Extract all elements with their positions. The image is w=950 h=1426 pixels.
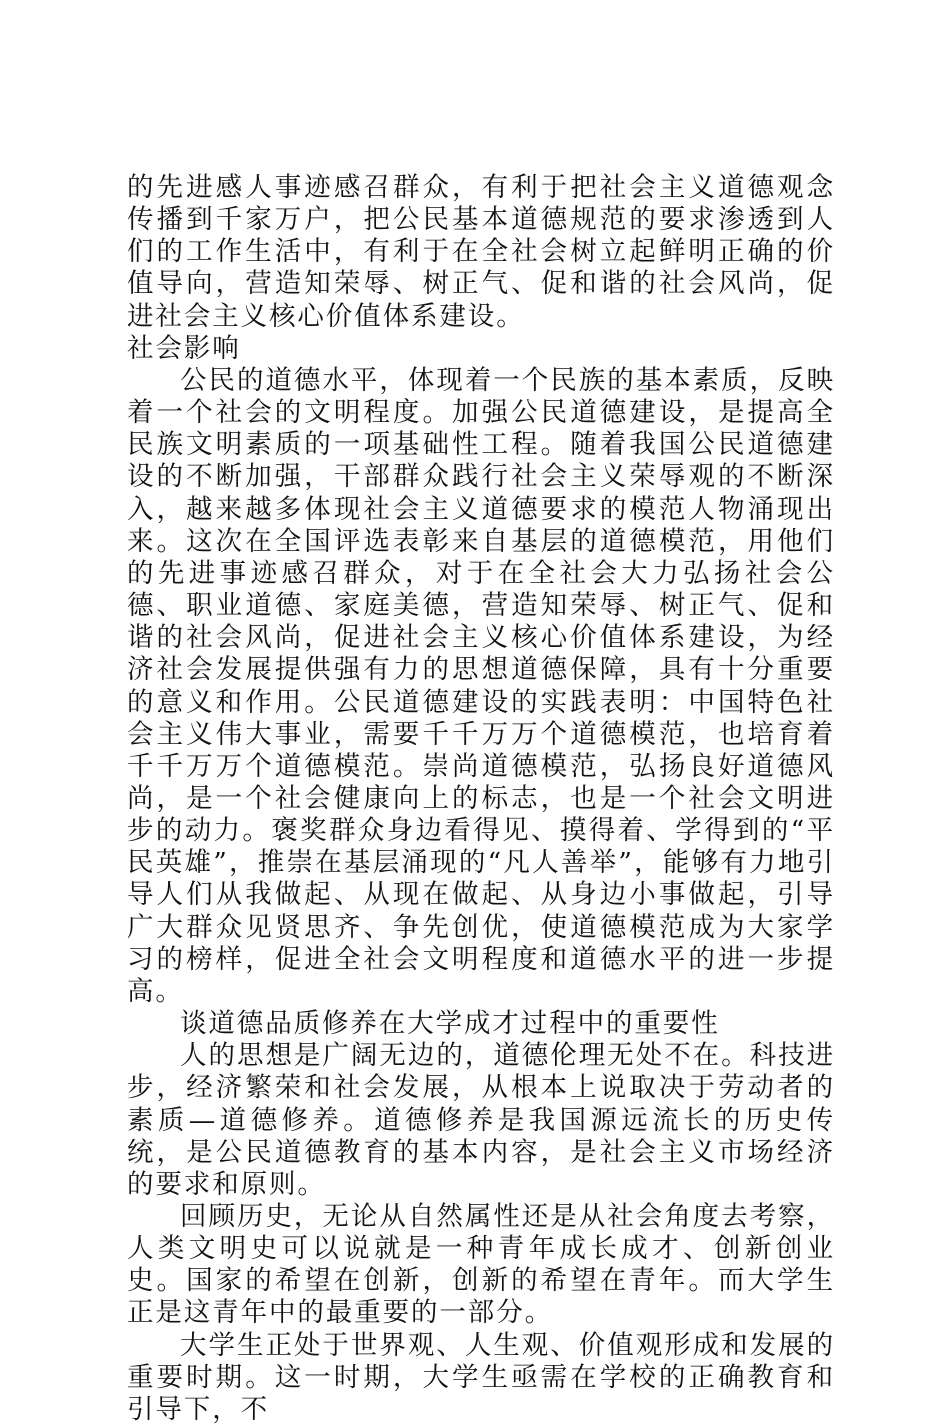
paragraph-continuation: 的先进感人事迹感召群众，有利于把社会主义道德观念传播到千家万户，把公民基本道德规范的要求渗透到人们的工作生活中，有利于在全社会树立起鲜明正确的价值导向，营造知荣辱、树正气、促和谐的社会风尚，促进社会主义核心价值体系建设。 xyxy=(127,172,835,332)
paragraph-moral-cultivation: 人的思想是广阔无边的，道德伦理无处不在。科技进步，经济繁荣和社会发展，从根本上说取决于劳动者的素质—道德修养。道德修养是我国源远流长的历史传统，是公民道德教育的基本内容，是社会主义市场经济的要求和原则。 xyxy=(127,1040,835,1200)
paragraph-social-impact: 公民的道德水平，体现着一个民族的基本素质，反映着一个社会的文明程度。加强公民道德建设，是提高全民族文明素质的一项基础性工程。随着我国公民道德建设的不断加强，干部群众践行社会主义荣辱观的不断深入，越来越多体现社会主义道德要求的模范人物涌现出来。这次在全国评选表彰来自基层的道德模范，用他们的先进事迹感召群众，对于在全社会大力弘扬社会公德、职业道德、家庭美德，营造知荣辱、树正气、促和谐的社会风尚，促进社会主义核心价值体系建设，为经济社会发展提供强有力的思想道德保障，具有十分重要的意义和作用。公民道德建设的实践表明：中国特色社会主义伟大事业，需要千千万万个道德模范，也培育着千千万万个道德模范。崇尚道德模范，弘扬良好道德风尚，是一个社会健康向上的标志，也是一个社会文明进步的动力。褒奖群众身边看得见、摸得着、学得到的“平民英雄”，推崇在基层涌现的“凡人善举”，能够有力地引导人们从我做起、从现在做起、从身边小事做起，引导广大群众见贤思齐、争先创优，使道德模范成为大家学习的榜样，促进全社会文明程度和道德水平的进一步提高。 xyxy=(127,364,835,1007)
article-title: 谈道德品质修养在大学成才过程中的重要性 xyxy=(180,1008,720,1040)
paragraph-university-students: 大学生正处于世界观、人生观、价值观形成和发展的重要时期。这一时期，大学生亟需在学校的正确教育和引导下，不 xyxy=(127,1329,835,1425)
section-heading-social-impact: 社会影响 xyxy=(127,332,241,364)
document-body xyxy=(127,172,835,1426)
paragraph-history-review: 回顾历史，无论从自然属性还是从社会角度去考察，人类文明史可以说就是一种青年成长成才、创新创业史。国家的希望在创新，创新的希望在青年。而大学生正是这青年中的最重要的一部分。 xyxy=(127,1201,835,1329)
